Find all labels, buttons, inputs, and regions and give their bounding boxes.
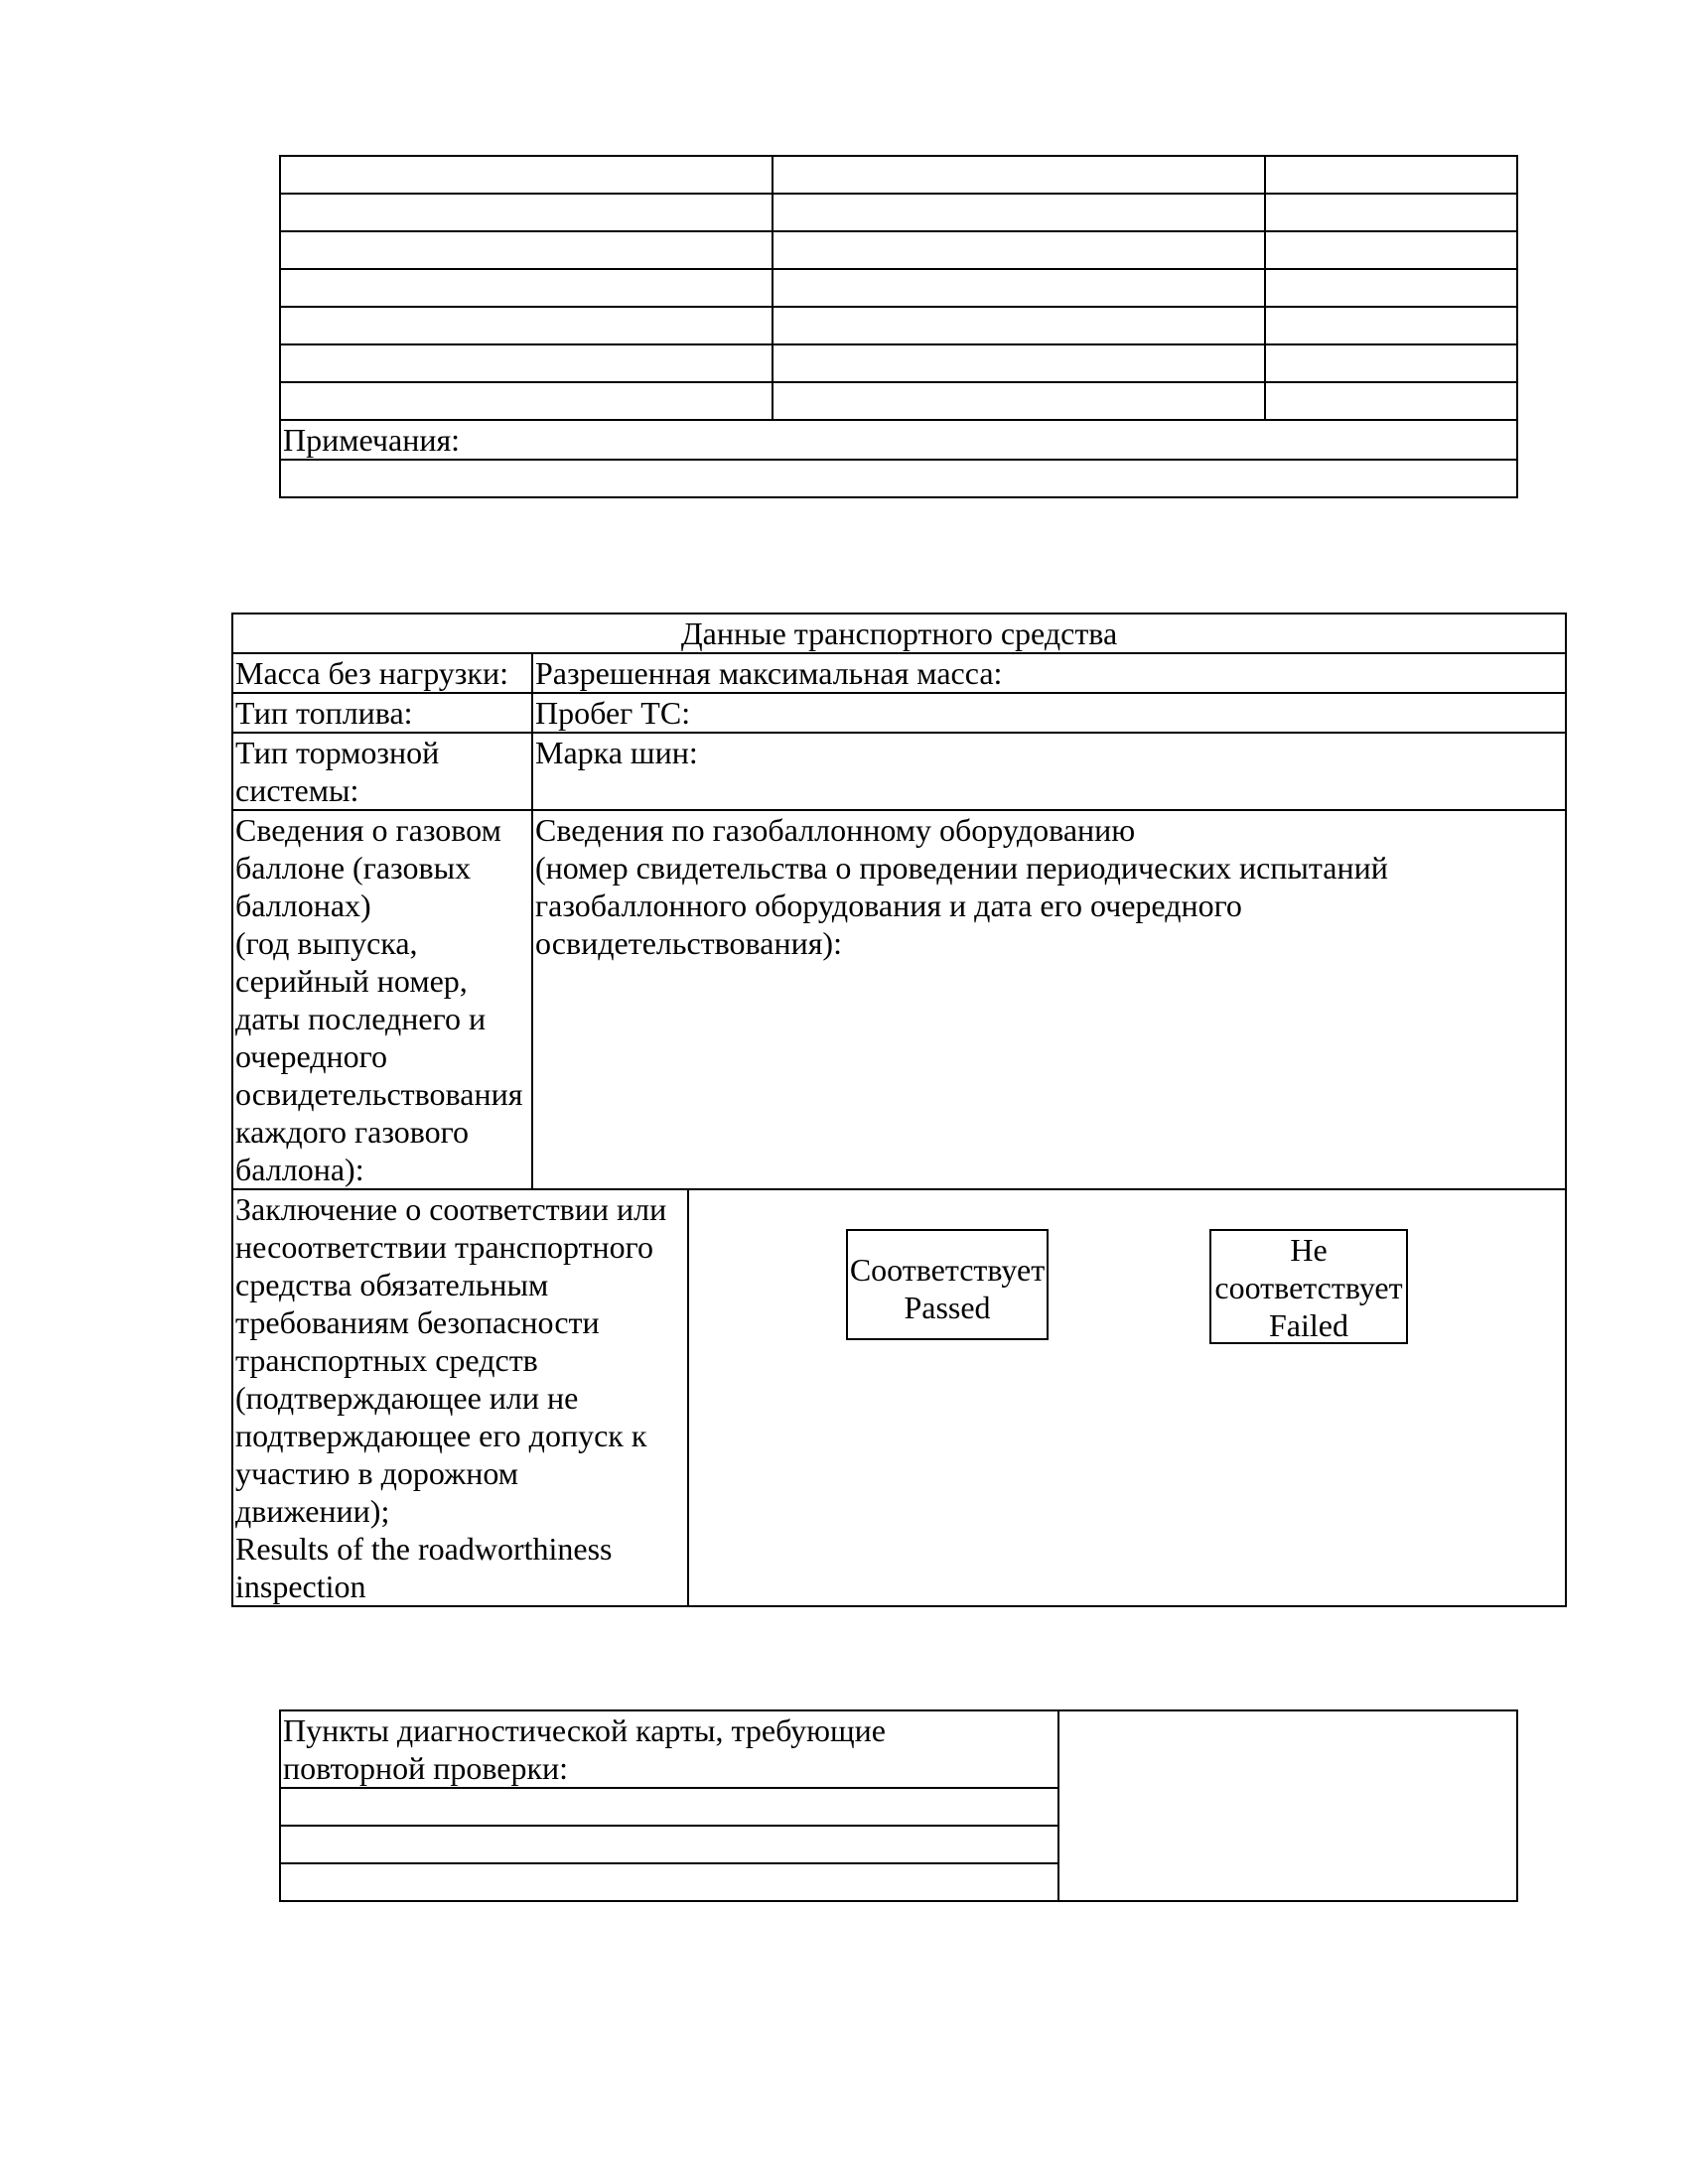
- table-cell[interactable]: [1265, 156, 1517, 194]
- table-row: [280, 231, 1517, 269]
- table-row: [232, 653, 1566, 693]
- table-cell[interactable]: [1265, 194, 1517, 231]
- table-row: [232, 810, 1566, 1189]
- table-cell[interactable]: [1265, 382, 1517, 420]
- notes-value-row: [280, 460, 1517, 497]
- recheck-item[interactable]: [280, 1826, 1058, 1863]
- table-cell[interactable]: [280, 307, 773, 344]
- table-row: [280, 156, 1517, 194]
- table-cell[interactable]: [773, 269, 1265, 307]
- recheck-table: [279, 1709, 1518, 1902]
- notes-row: [280, 420, 1517, 460]
- brake-type-label: Тип тормозной системы:: [232, 733, 532, 810]
- conclusion-row: [232, 1189, 1566, 1606]
- inspection-items-table: [279, 155, 1518, 498]
- vehicle-title-row: [232, 614, 1566, 653]
- recheck-label: Пункты диагностической карты, требующие повторной проверки:: [280, 1710, 1058, 1788]
- table-cell[interactable]: [280, 194, 773, 231]
- table-cell[interactable]: [773, 344, 1265, 382]
- gas-equipment-label: Сведения по газобаллонному оборудованию (номер свидетельства о проведении периодических испытаний газобаллонного оборудования и дата его очередного освидетельствования):: [532, 810, 1566, 1189]
- table-cell[interactable]: [280, 344, 773, 382]
- table-cell[interactable]: [1265, 307, 1517, 344]
- vehicle-data-title: Данные транспортного средства: [232, 614, 1566, 653]
- recheck-side-cell[interactable]: [1058, 1710, 1517, 1901]
- table-cell[interactable]: [773, 382, 1265, 420]
- table-cell[interactable]: [773, 194, 1265, 231]
- max-mass-label: Разрешенная максимальная масса:: [532, 653, 1566, 693]
- table-row: [280, 344, 1517, 382]
- failed-box[interactable]: Не соответствует Failed: [1209, 1229, 1408, 1344]
- mileage-label: Пробег ТС:: [532, 693, 1566, 733]
- table-cell[interactable]: [280, 231, 773, 269]
- table-cell[interactable]: [1265, 269, 1517, 307]
- table-row: [280, 382, 1517, 420]
- conclusion-result-cell: [688, 1189, 1566, 1606]
- table-row: [280, 269, 1517, 307]
- table-cell[interactable]: [1265, 344, 1517, 382]
- table-cell[interactable]: [280, 382, 773, 420]
- table-cell[interactable]: [280, 156, 773, 194]
- recheck-item[interactable]: [280, 1788, 1058, 1826]
- notes-value[interactable]: [280, 460, 1517, 497]
- recheck-item[interactable]: [280, 1863, 1058, 1901]
- table-cell[interactable]: [1265, 231, 1517, 269]
- conclusion-label: Заключение о соответствии или несоответствии транспортного средства обязательным требованиям безопасности транспортных средств (подтверждающее или не подтверждающее его допуск к участию в дорожном движении); Results of the roadworthiness inspection: [232, 1189, 688, 1606]
- table-row: [280, 194, 1517, 231]
- passed-box[interactable]: Соответствует Passed: [846, 1229, 1049, 1340]
- table-cell[interactable]: [280, 269, 773, 307]
- table-cell[interactable]: [773, 231, 1265, 269]
- vehicle-data-table: [231, 613, 1567, 1607]
- notes-label: Примечания:: [280, 420, 1517, 460]
- table-row: [232, 693, 1566, 733]
- table-row: [232, 733, 1566, 810]
- fuel-type-label: Тип топлива:: [232, 693, 532, 733]
- table-row: [280, 1710, 1517, 1788]
- gas-cylinder-label: Сведения о газовом баллоне (газовых баллонах) (год выпуска, серийный номер, даты последнего и очередного освидетельствования каждого газового баллона):: [232, 810, 532, 1189]
- table-cell[interactable]: [773, 307, 1265, 344]
- unladen-mass-label: Масса без нагрузки:: [232, 653, 532, 693]
- tire-brand-label: Марка шин:: [532, 733, 1566, 810]
- table-cell[interactable]: [773, 156, 1265, 194]
- table-row: [280, 307, 1517, 344]
